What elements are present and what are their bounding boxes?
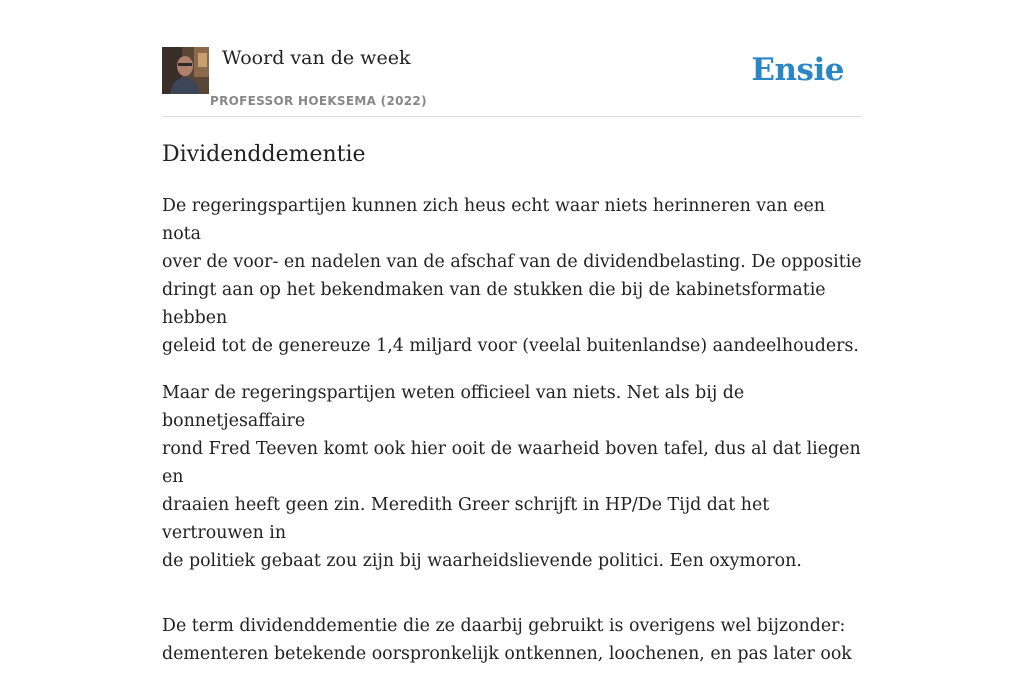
paragraph: De term dividenddementie die ze daarbij gebruikt is overigens wel bijzonder: dementeren betekende oorspronkelijk ontkennen, loochenen, en pas later ook	[162, 616, 852, 664]
paragraph: De regeringspartijen kunnen zich heus echt waar niets herinneren van een nota over de voor- en nadelen van de afschaf van de dividendbelasting. De oppositie dringt aan op het bekendmaken van de stukken die bij de kabinetsformatie hebben geleid tot de genereuze 1,4 miljard voor (veelal buitenlandse) aandeelhouders.	[162, 196, 862, 356]
article-header	[162, 46, 862, 117]
brand-logo[interactable]: Ensie	[751, 52, 844, 88]
author-avatar[interactable]	[162, 47, 209, 94]
series-title[interactable]: Woord van de week	[222, 47, 411, 69]
paragraph: Maar de regeringspartijen weten officieel van niets. Net als bij de bonnetjesaffaire rond Fred Teeven komt ook hier ooit de waarheid boven tafel, dus al dat liegen en draaien heeft geen zin. Meredith Greer schrijft in HP/De Tijd dat het vertrouwen in de politiek gebaat zou zijn bij waarheidslievende politici. Een oxymoron.	[162, 383, 861, 571]
author-name[interactable]: PROFESSOR HOEKSEMA (2022)	[210, 94, 427, 108]
avatar-photo-icon	[162, 47, 209, 94]
article-title: Dividenddementie	[162, 142, 366, 167]
article-body	[162, 192, 867, 687]
